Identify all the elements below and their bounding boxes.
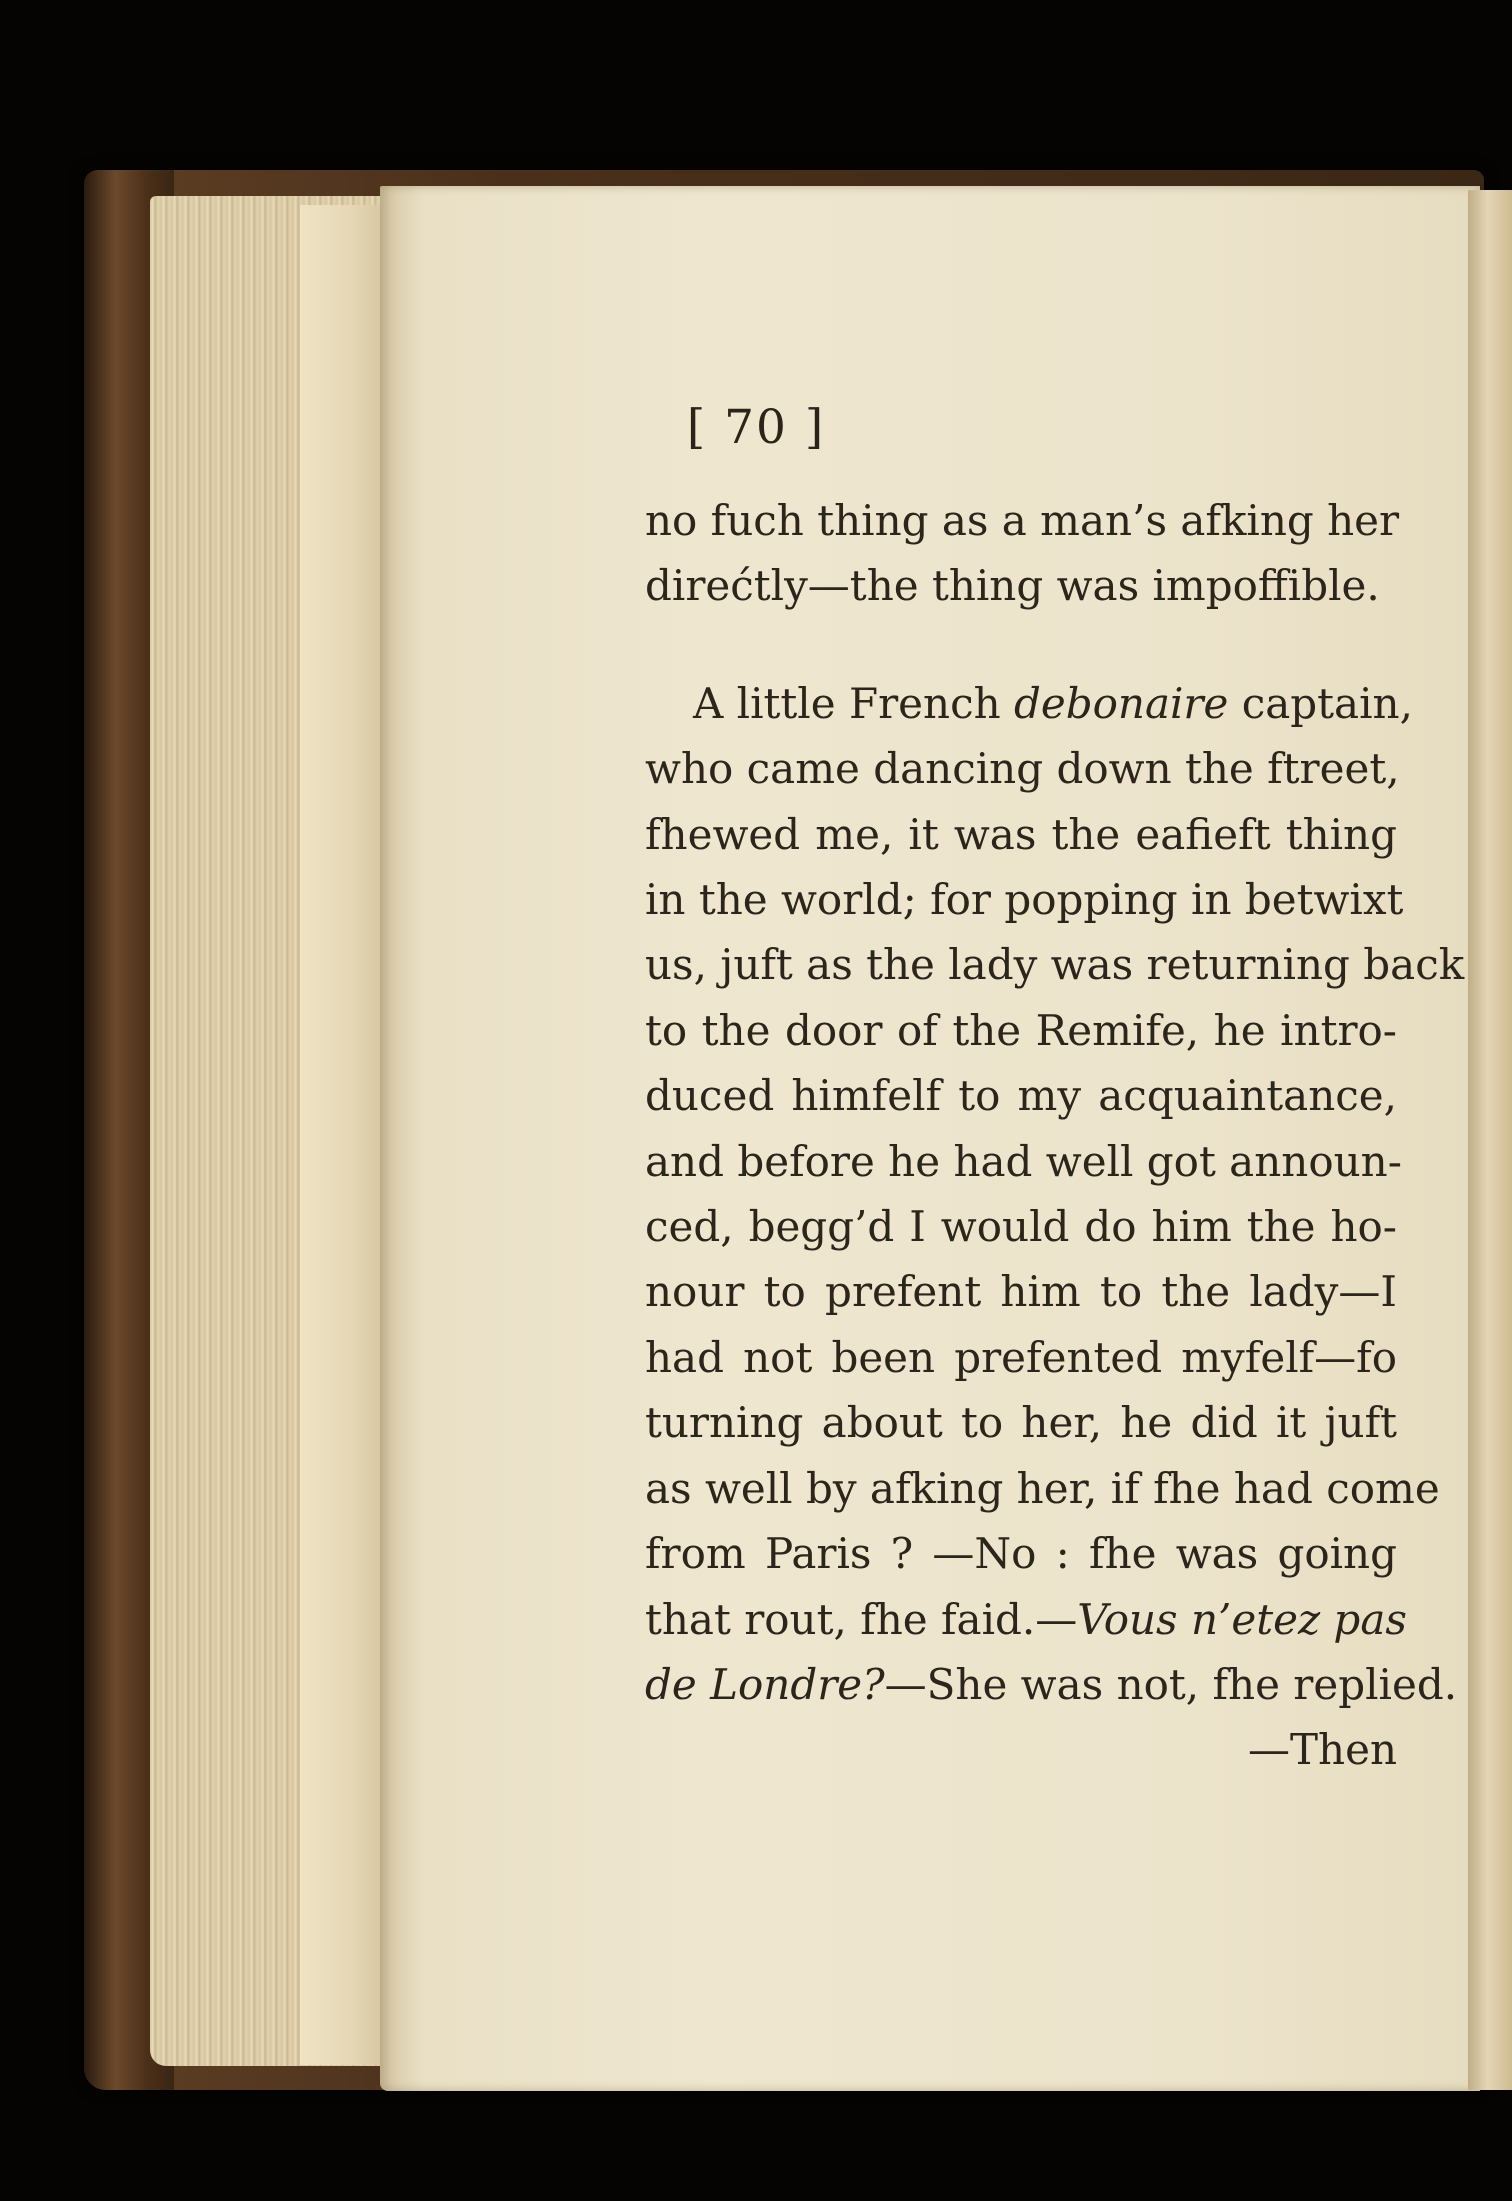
italic-phrase: de Londre? [645, 1659, 885, 1709]
text-run: A little French [693, 678, 1014, 728]
text-line: nour to prefent him to the lady—I [645, 1267, 1397, 1317]
text-line: who came dancing down the ftreet, [645, 744, 1400, 794]
text-line: duced himfelf to my acquaintance, [645, 1071, 1397, 1121]
page-body-text [645, 488, 1465, 1783]
text-line: in the world; for popping in betwixt [645, 875, 1404, 925]
text-line: as well by afking her, if fhe had come [645, 1463, 1440, 1513]
text-line: to the door of the Remife, he intro- [645, 1005, 1397, 1055]
text-line: had not been prefented myfelf—fo [645, 1332, 1397, 1382]
text-line: from Paris ? —No : fhe was going [645, 1529, 1397, 1579]
text-line: fhewed me, it was the eafieft thing [645, 809, 1397, 859]
italic-word: debonaire [1014, 678, 1229, 728]
paragraph-gap [645, 619, 1397, 671]
text-line: direćtly—the thing was impoffible. [645, 561, 1380, 611]
text-line: ced, begg’d I would do him the ho- [645, 1202, 1397, 1252]
text-run: that rout, fhe faid.— [645, 1594, 1078, 1644]
catchword: —Then [1248, 1725, 1397, 1775]
page-edges-inner [300, 205, 380, 2065]
text-line: us, juft as the lady was returning back [645, 940, 1465, 990]
text-line [645, 1587, 1407, 1652]
text-line: no fuch thing as a man’s afking her [645, 496, 1400, 545]
text-run: captain, [1228, 678, 1413, 728]
text-line: turning about to her, he did it juft [645, 1398, 1397, 1448]
page-number: [ 70 ] [686, 400, 826, 455]
text-line [645, 671, 1413, 736]
text-run: —She was not, fhe replied. [884, 1659, 1458, 1709]
text-line [645, 1652, 1458, 1717]
facing-page-edge [1468, 190, 1512, 2090]
text-line: and before he had well got announ- [645, 1136, 1402, 1186]
italic-phrase: Vous n’etez pas [1077, 1594, 1407, 1644]
